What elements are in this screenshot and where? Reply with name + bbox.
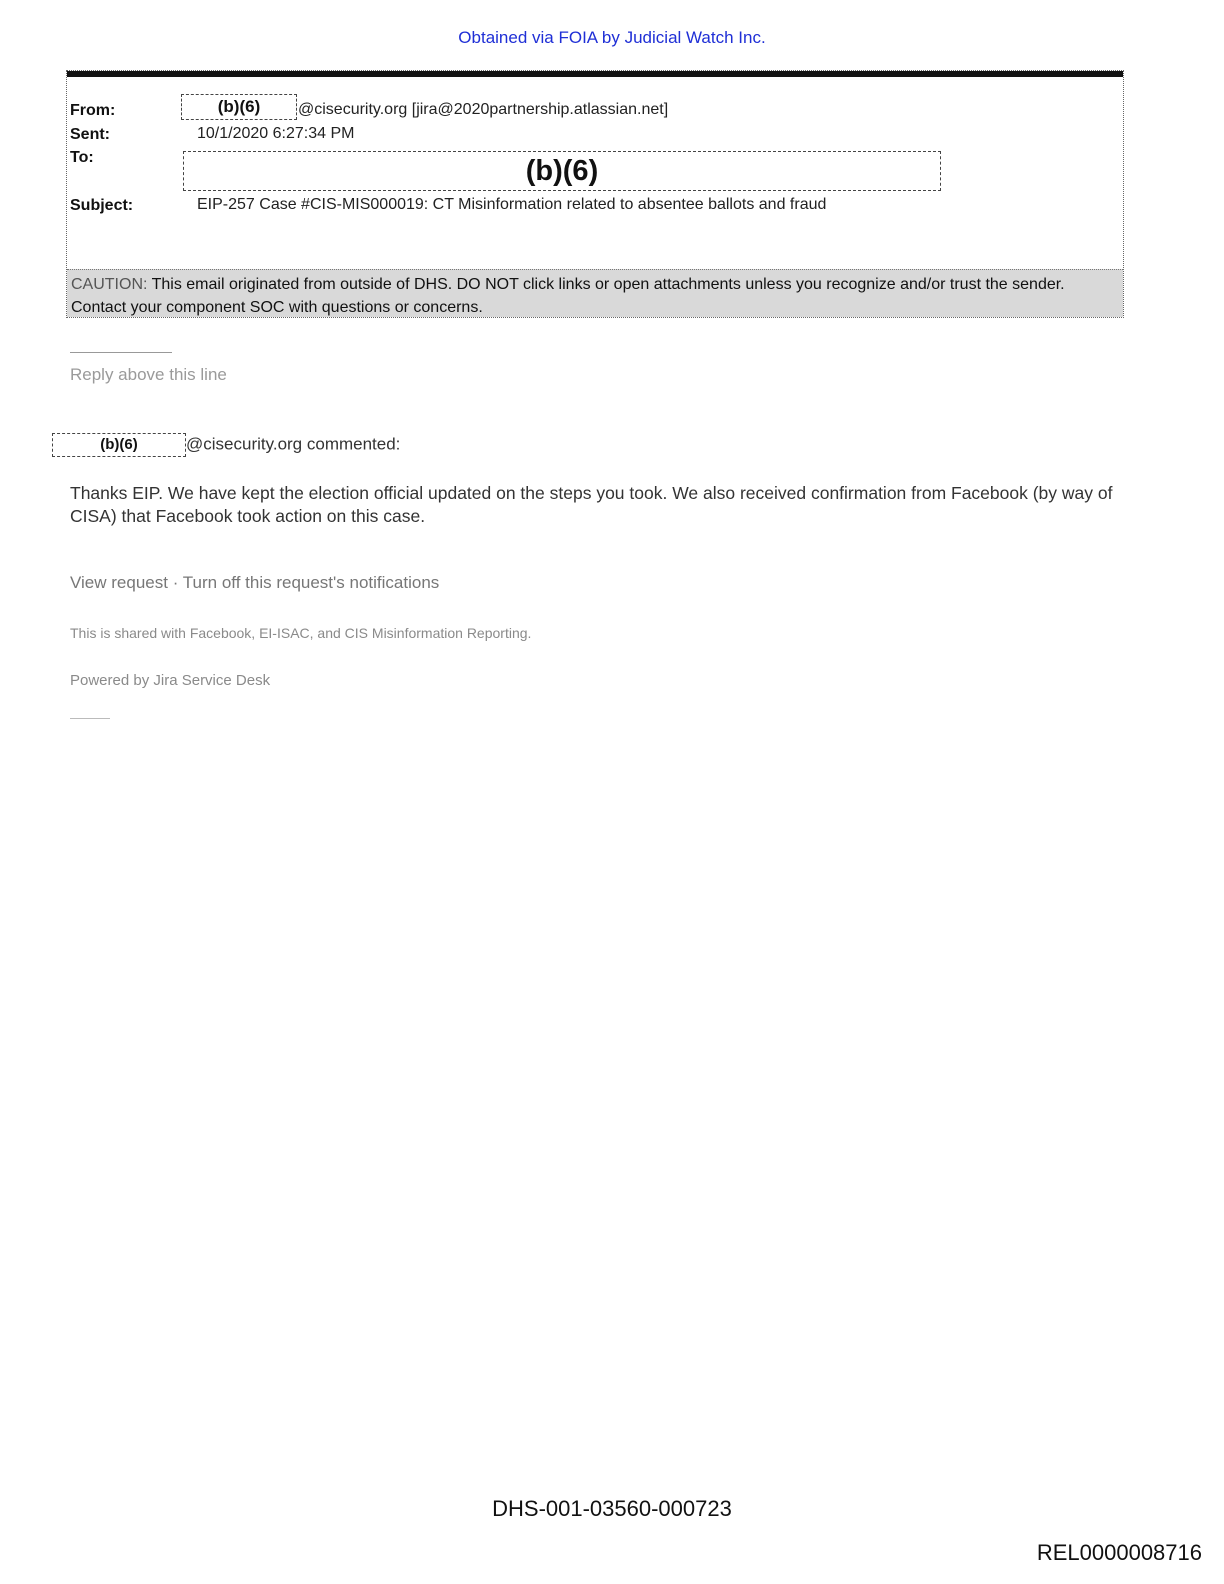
to-redaction: (b)(6): [183, 151, 941, 191]
from-redaction: (b)(6): [181, 94, 297, 120]
caution-banner: [67, 269, 1123, 317]
comment-author-line: [52, 433, 400, 457]
subject-label: Subject:: [70, 197, 134, 214]
comment-author-redaction: (b)(6): [52, 433, 186, 457]
to-label: To:: [70, 149, 94, 166]
view-request-link[interactable]: View request: [70, 573, 168, 592]
sent-value: 10/1/2020 6:27:34 PM: [197, 125, 355, 142]
footer-divider: [70, 718, 110, 719]
rel-number: REL0000008716: [1036, 1540, 1202, 1565]
from-value: @cisecurity.org [jira@2020partnership.atlassian.net]: [298, 101, 669, 118]
header-top-bar: [67, 71, 1123, 77]
sent-label: Sent:: [70, 126, 110, 143]
turn-off-notifications-link[interactable]: Turn off this request's notifications: [182, 573, 440, 592]
shared-note: This is shared with Facebook, EI-ISAC, and CIS Misinformation Reporting.: [70, 625, 532, 641]
email-header-box: [66, 70, 1124, 318]
request-links: [70, 573, 439, 593]
subject-value: EIP-257 Case #CIS-MIS000019: CT Misinformation related to absentee ballots and fraud: [197, 196, 827, 213]
reply-above-line: Reply above this line: [70, 365, 227, 384]
comment-body: Thanks EIP. We have kept the election official updated on the steps you took. We also received confirmation from Facebook (by way of CISA) that Facebook took action on this case.: [70, 483, 1113, 526]
powered-by[interactable]: Powered by Jira Service Desk: [70, 672, 271, 689]
reply-divider: [70, 352, 172, 353]
caution-word: CAUTION:: [71, 276, 148, 293]
link-separator: ·: [167, 573, 183, 592]
bates-number: DHS-001-03560-000723: [492, 1496, 732, 1521]
from-label: From:: [70, 102, 116, 119]
caution-text: This email originated from outside of DHS. DO NOT click links or open attachments unless you recognize and/or trust the sender. Contact your component SOC with questions or concerns.: [71, 276, 1065, 316]
foia-watermark: Obtained via FOIA by Judicial Watch Inc.: [458, 28, 766, 47]
comment-author-suffix: @cisecurity.org commented:: [186, 434, 401, 454]
